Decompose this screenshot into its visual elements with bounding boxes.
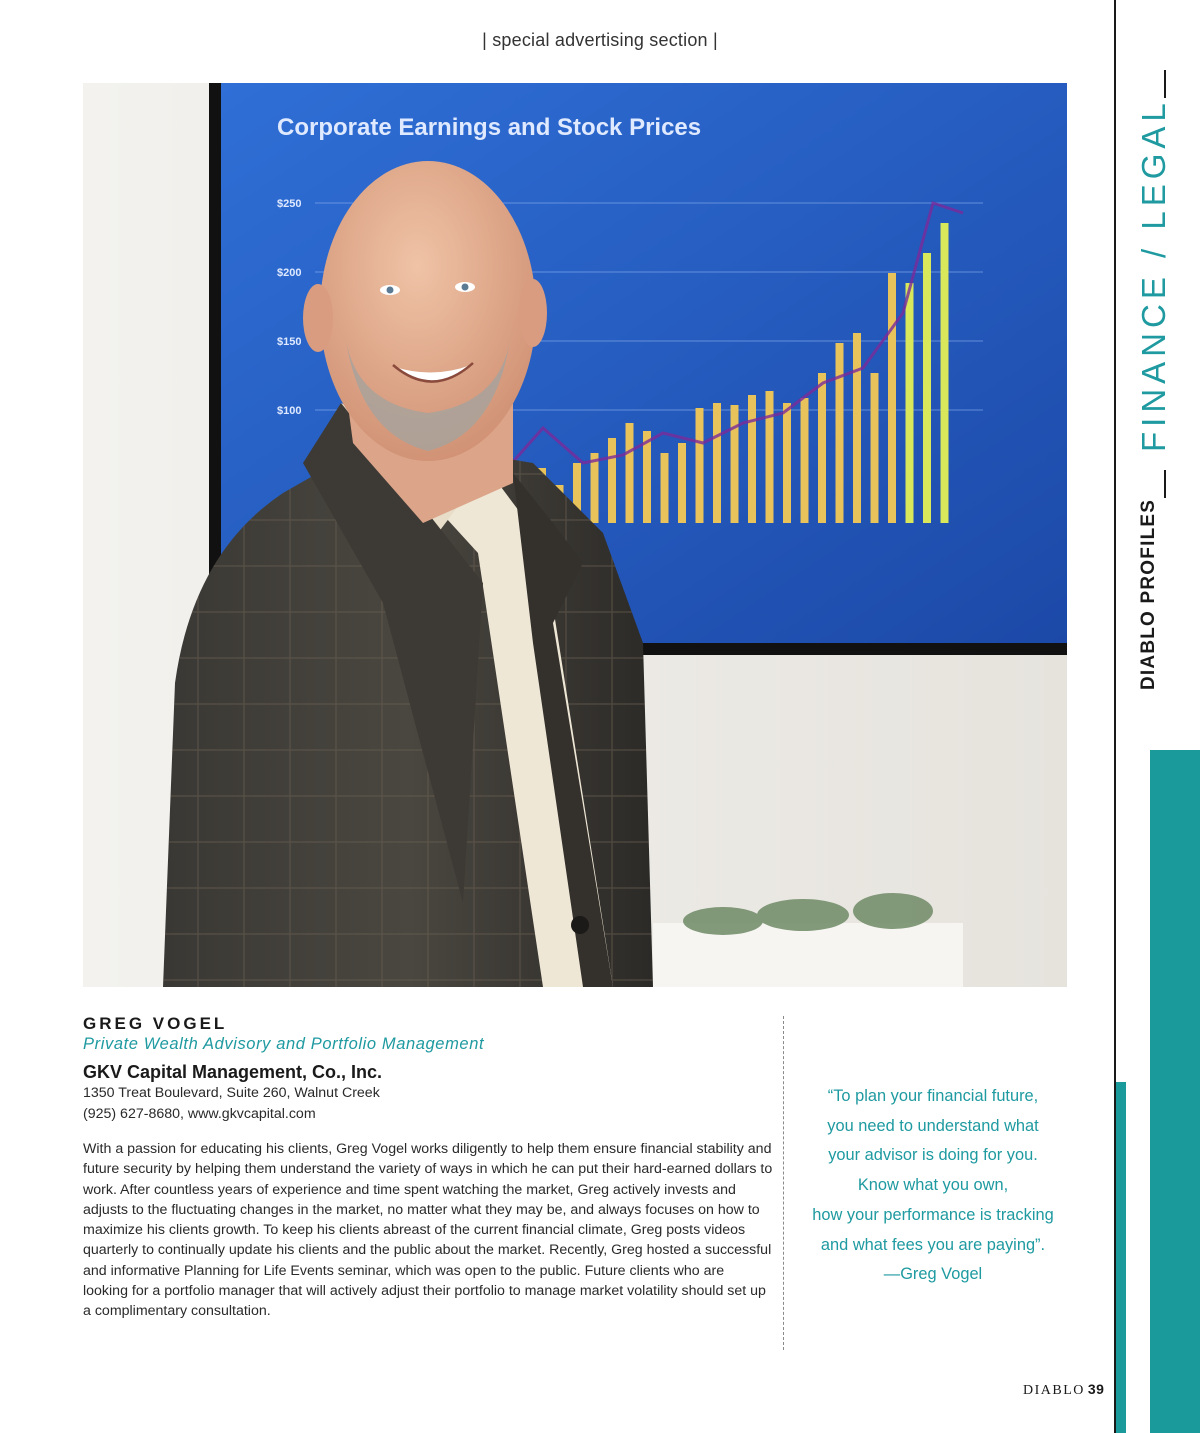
portrait-photo bbox=[83, 83, 1067, 987]
screen-bar bbox=[766, 391, 774, 523]
profile-body: With a passion for educating his clients, Greg Vogel works diligently to help them ensure financial stability and future security by helping them understand the variety of ways in which he can put their hard-earned dollars to work. After countless years of experience and time spent watching the market, Greg actively invests and adjusts to the fluctuating changes in the market, no matter what they may be, and always focuses on how to maximize his clients growth. To keep his clients abreast of the current financial climate, Greg posts videos quarterly to continually update his clients and the public about the market. Recently, Greg hosted a successful and informative Planning for Life Events seminar, which was open to the public. Future clients who are looking for a portfolio manager that will actively adjust their portfolio to manage market volatility should set up a complimentary consultation. bbox=[83, 1141, 773, 1320]
screen-chart-title: Corporate Earnings and Stock Prices bbox=[277, 114, 702, 141]
screen-bar bbox=[818, 373, 826, 523]
screen-bar bbox=[591, 453, 599, 523]
pull-quote bbox=[795, 1082, 1071, 1290]
quote-attribution: —Greg Vogel bbox=[883, 1265, 983, 1284]
screen-bar bbox=[923, 253, 931, 523]
column-divider bbox=[783, 1016, 784, 1350]
screen-bar bbox=[608, 438, 616, 523]
company-address: 1350 Treat Boulevard, Suite 260, Walnut Creek bbox=[83, 1085, 380, 1101]
category-tick-bottom bbox=[1164, 470, 1166, 498]
quote-line: how your performance is tracking bbox=[812, 1205, 1054, 1224]
teal-edge-band bbox=[1116, 1082, 1126, 1433]
quote-line: “To plan your financial future, bbox=[827, 1087, 1039, 1105]
screen-bar bbox=[661, 453, 669, 523]
quote-line: your advisor is doing for you. bbox=[828, 1146, 1038, 1165]
screen-bar bbox=[853, 333, 861, 523]
screen-bar bbox=[871, 373, 879, 523]
profile-name: GREG VOGEL bbox=[83, 1014, 228, 1033]
screen-bar bbox=[731, 405, 739, 523]
screen-bar bbox=[696, 408, 704, 523]
screen-bar bbox=[678, 443, 686, 523]
sidebar-section: DIABLO PROFILES bbox=[1138, 498, 1159, 690]
screen-tick-150: $150 bbox=[277, 336, 302, 348]
screen-bar bbox=[783, 403, 791, 523]
screen-tick-250: $250 bbox=[277, 198, 302, 210]
quote-line: and what fees you are paying”. bbox=[820, 1235, 1046, 1254]
category-tick-top bbox=[1164, 70, 1166, 98]
screen-bar bbox=[748, 395, 756, 523]
screen-tick-100: $100 bbox=[277, 405, 302, 417]
teal-section-tab bbox=[1150, 750, 1200, 1433]
screen-bar bbox=[906, 283, 914, 523]
screen-tick-200: $200 bbox=[277, 267, 302, 279]
footer-magazine: DIABLO bbox=[1023, 1383, 1085, 1398]
company-contact: (925) 627-8680, www.gkvcapital.com bbox=[83, 1106, 316, 1122]
quote-line: you need to understand what bbox=[827, 1116, 1039, 1135]
page-footer bbox=[1023, 1381, 1104, 1399]
screen-bar bbox=[888, 273, 896, 523]
quote-line: Know what you own, bbox=[857, 1176, 1009, 1195]
screen-bar bbox=[626, 423, 634, 523]
page-number: 39 bbox=[1087, 1381, 1105, 1397]
screen-bar bbox=[941, 223, 949, 523]
sidebar-category: FINANCE / LEGAL bbox=[1135, 98, 1172, 452]
screen-bar bbox=[801, 398, 809, 523]
section-header: | special advertising section | bbox=[482, 30, 718, 50]
screen-bar bbox=[836, 343, 844, 523]
company-name: GKV Capital Management, Co., Inc. bbox=[83, 1062, 383, 1082]
screen-bar bbox=[713, 403, 721, 523]
profile-title: Private Wealth Advisory and Portfolio Management bbox=[83, 1035, 485, 1053]
